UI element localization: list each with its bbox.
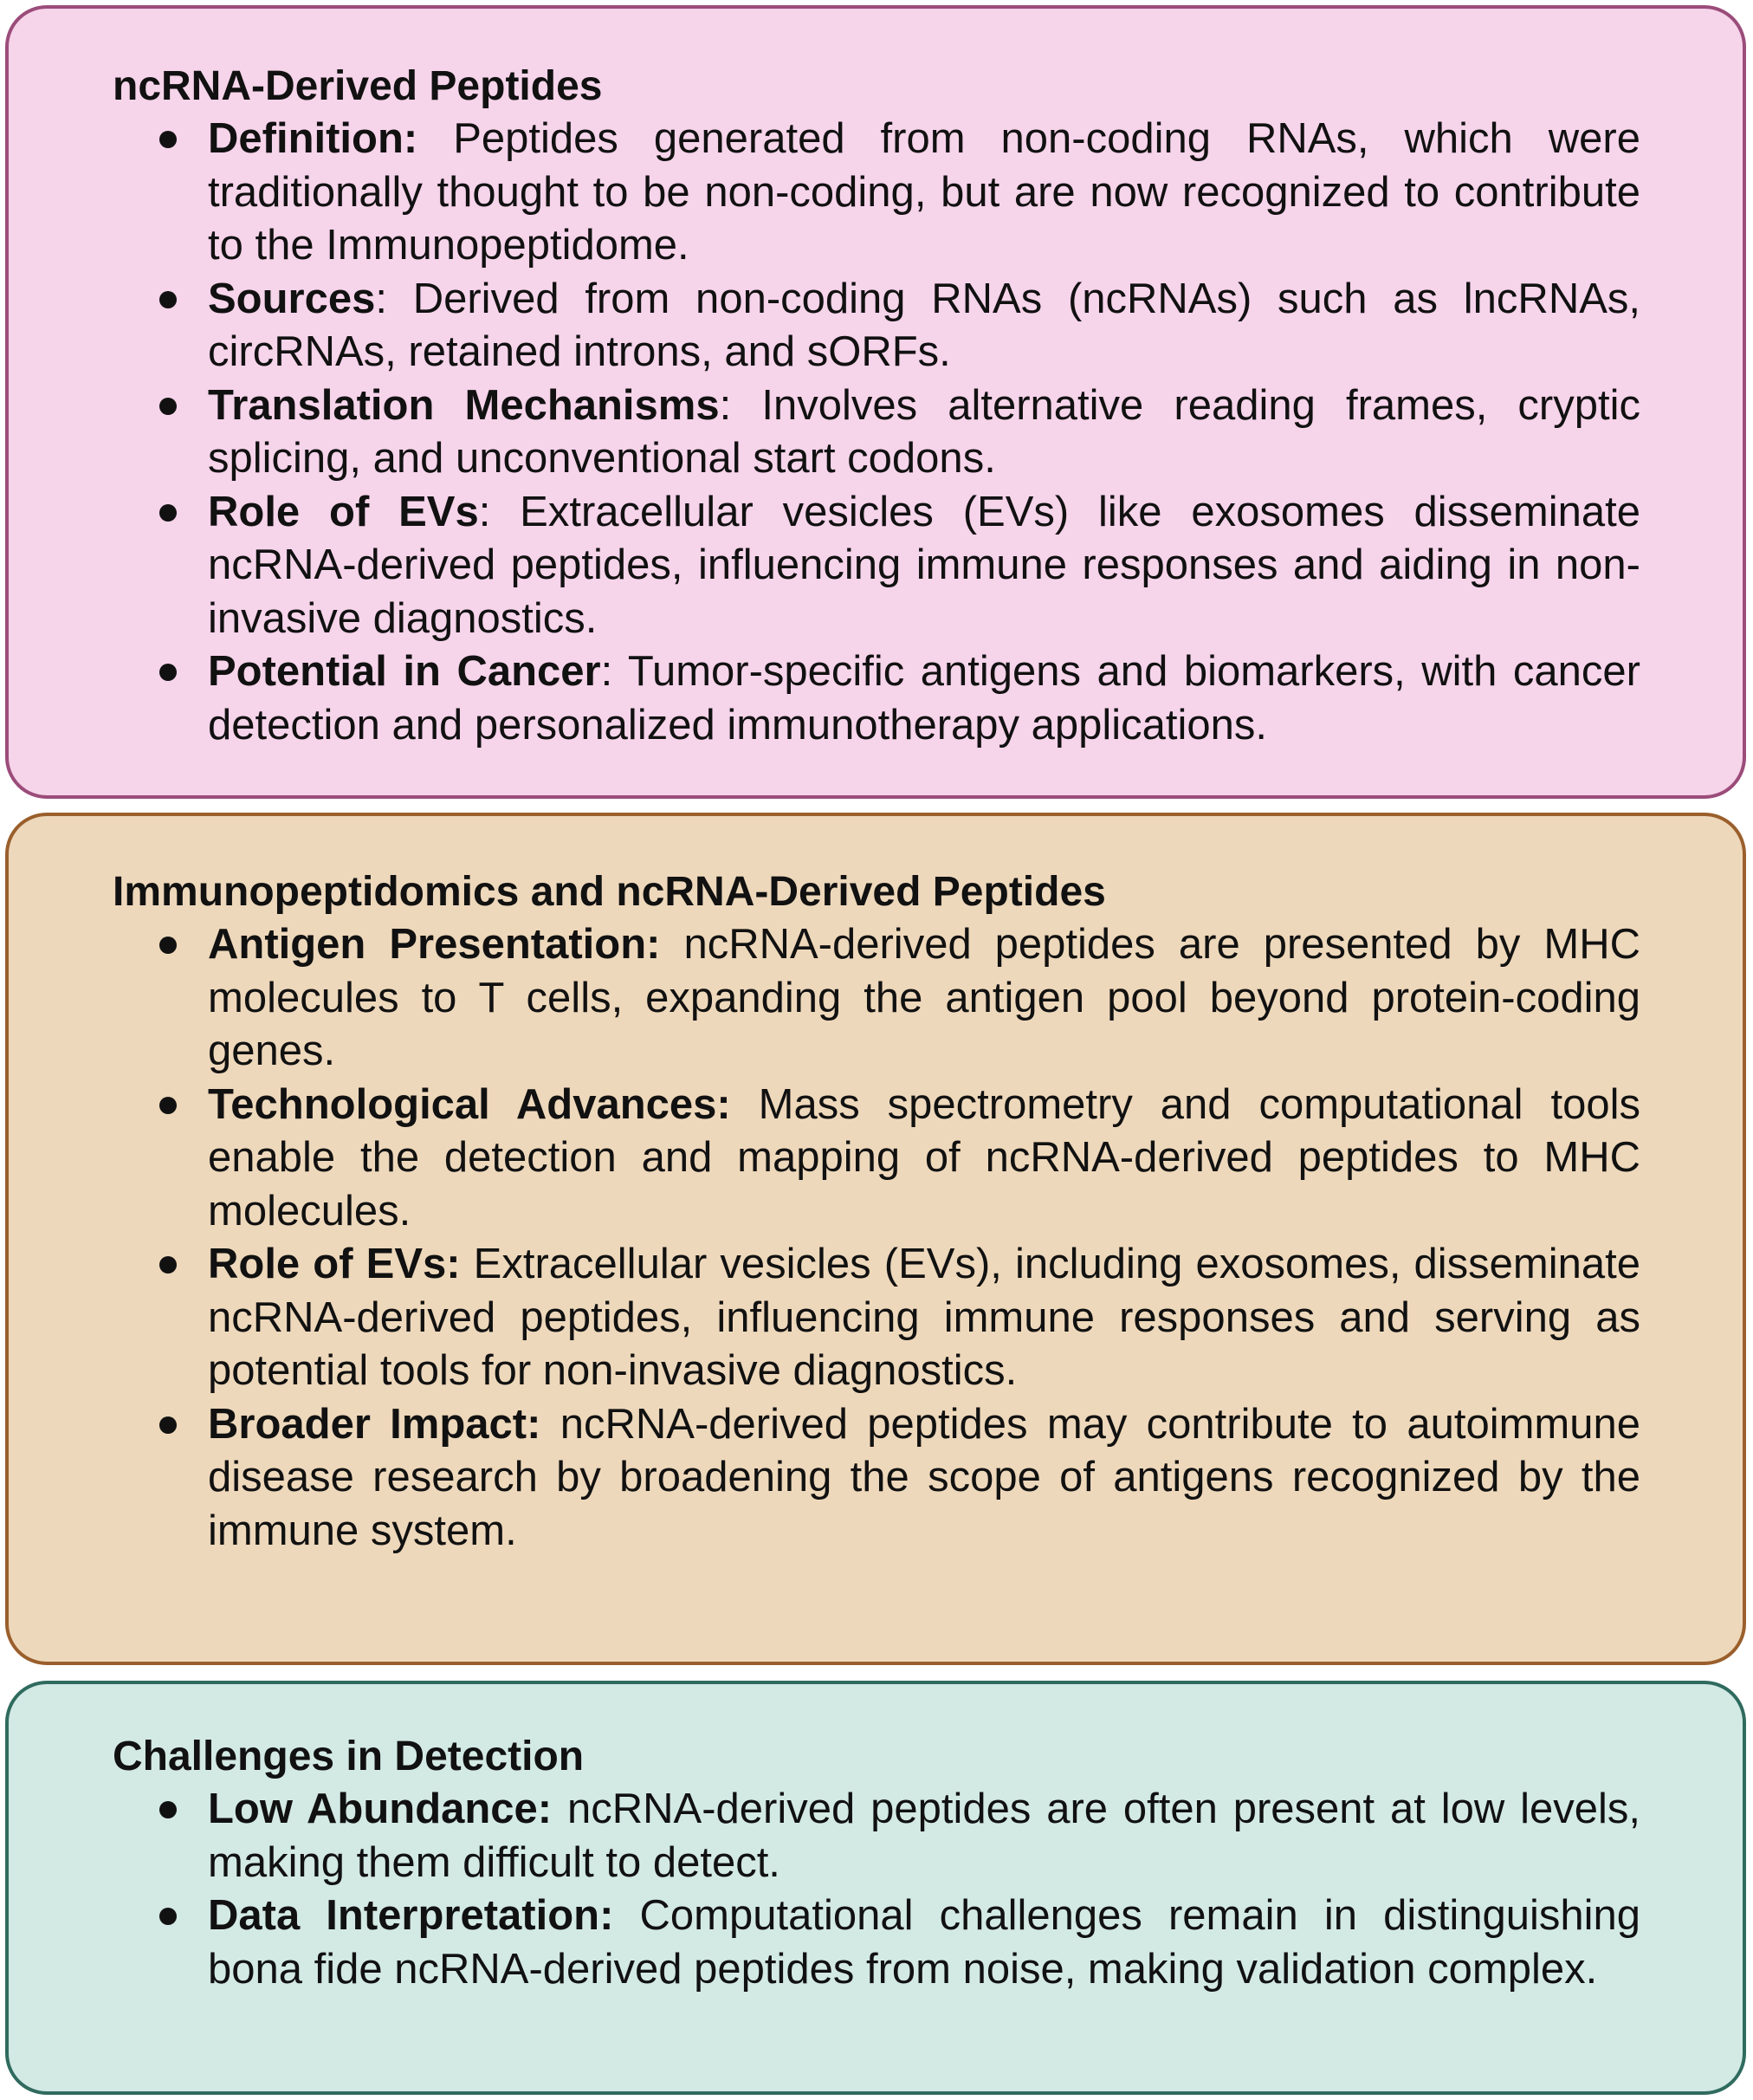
item-term: Low Abundance:: [208, 1786, 553, 1832]
list-item: [208, 1398, 1640, 1559]
panel-title: Challenges in Detection: [113, 1734, 585, 1779]
panel-immunopeptidomics: [5, 813, 1746, 1665]
bullet-list: [113, 918, 1640, 1558]
item-term: Role of EVs: [208, 488, 479, 535]
item-text: Mass spectrometry and computational tools enable the detection and mapping of ncRNA-derived peptides to MHC molecules.: [208, 1080, 1640, 1235]
item-text: : Tumor-specific antigens and biomarkers, with cancer detection and personalized immunotherapy applications.: [208, 648, 1640, 749]
bullet-dot: [159, 664, 177, 681]
item-term: Broader Impact:: [208, 1400, 541, 1448]
list-item: [208, 1238, 1640, 1398]
panel-content: [113, 1731, 1640, 1996]
bullet-dot: [159, 1416, 177, 1434]
list-item: [208, 1079, 1640, 1239]
bullet-dot: [159, 131, 177, 148]
list-item: [208, 486, 1640, 646]
item-term: Sources: [208, 275, 376, 322]
item-text: ncRNA-derived peptides may contribute to autoimmune disease research by broadening the scope of antigens recognized by the immune system.: [208, 1400, 1640, 1554]
item-text: ncRNA-derived peptides are often present at low levels, making them difficult to detect.: [208, 1786, 1641, 1886]
bullet-dot: [159, 1256, 177, 1274]
item-text: Peptides generated from non-coding RNAs, which were traditionally thought to be non-coding, but are now recognized to contribute to the Immunopeptidome.: [208, 115, 1640, 269]
panel-challenges-in-detection: [5, 1681, 1746, 2095]
item-term: Data Interpretation:: [208, 1892, 614, 1939]
list-item: [208, 1889, 1640, 1996]
item-text: Extracellular vesicles (EVs), including exosomes, disseminate ncRNA-derived peptides, influencing immune responses and serving as potential tools for non-invasive diagnostics.: [208, 1241, 1641, 1394]
item-term: Technological Advances:: [208, 1080, 731, 1128]
panel-ncrna-derived-peptides: [5, 5, 1746, 799]
bullet-list: [113, 1783, 1640, 1996]
item-term: Definition:: [208, 115, 418, 162]
item-text: ncRNA-derived peptides are presented by MHC molecules to T cells, expanding the antigen pool beyond protein-coding genes.: [208, 921, 1640, 1074]
bullet-dot: [159, 937, 177, 954]
item-text: : Involves alternative reading frames, cryptic splicing, and unconventional start codons.: [208, 381, 1640, 482]
item-text: : Extracellular vesicles (EVs) like exosomes disseminate ncRNA-derived peptides, influencing immune responses and aiding in non-invasive diagnostics.: [208, 488, 1640, 642]
list-item: [208, 1783, 1640, 1889]
item-term: Translation Mechanisms: [208, 381, 720, 429]
bullet-dot: [159, 504, 177, 522]
bullet-dot: [159, 1097, 177, 1114]
panel-title: Immunopeptidomics and ncRNA-Derived Peptides: [113, 869, 1106, 915]
panel-title: ncRNA-Derived Peptides: [113, 63, 603, 109]
list-item: [208, 113, 1640, 273]
item-term: Antigen Presentation:: [208, 921, 661, 968]
panel-content: [113, 61, 1640, 752]
bullet-dot: [159, 398, 177, 415]
bullet-dot: [159, 291, 177, 308]
list-item: [208, 645, 1640, 752]
list-item: [208, 273, 1640, 379]
list-item: [208, 918, 1640, 1079]
panel-content: [113, 866, 1640, 1558]
item-term: Role of EVs:: [208, 1241, 461, 1287]
list-item: [208, 379, 1640, 486]
item-term: Potential in Cancer: [208, 648, 601, 695]
item-text: : Derived from non-coding RNAs (ncRNAs) such as lncRNAs, circRNAs, retained introns, and sORFs.: [208, 275, 1640, 375]
item-text: Computational challenges remain in distinguishing bona fide ncRNA-derived peptides from noise, making validation complex.: [208, 1892, 1640, 1993]
bullet-dot: [159, 1801, 177, 1818]
bullet-list: [113, 113, 1640, 752]
bullet-dot: [159, 1908, 177, 1925]
